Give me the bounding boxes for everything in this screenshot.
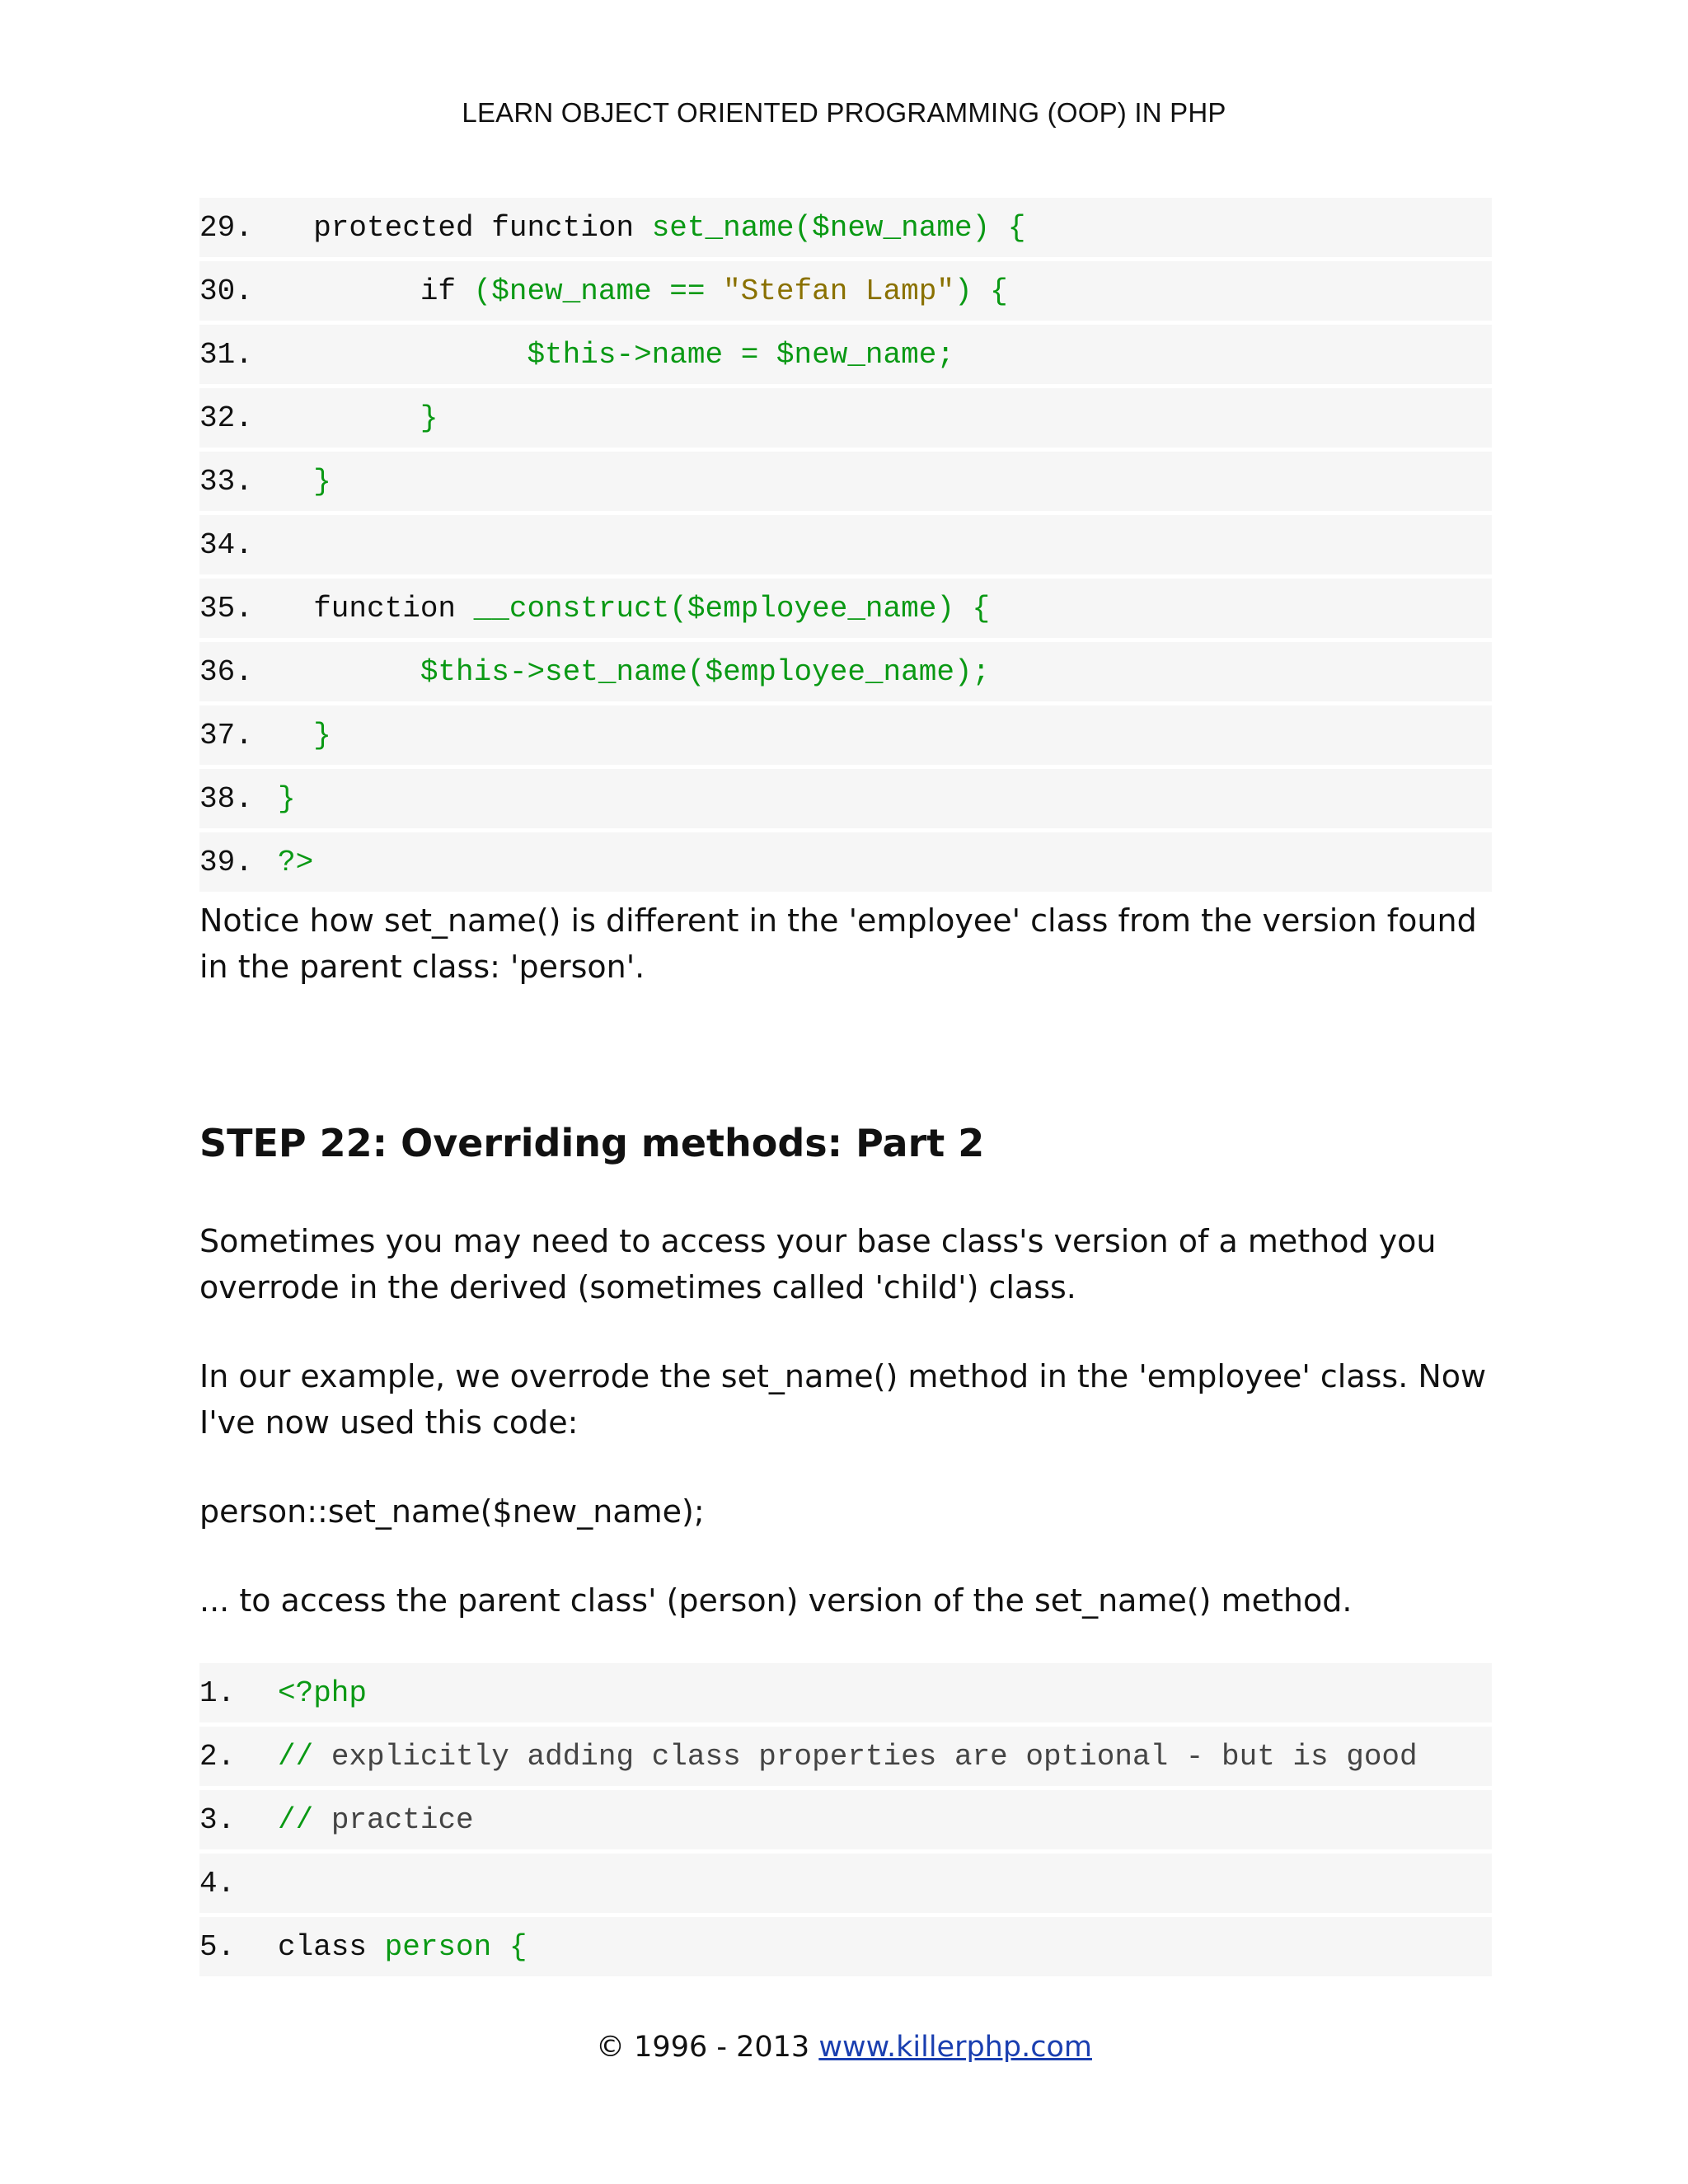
code-token: ?> [278,845,314,879]
code-text [278,592,990,626]
code-text [278,465,331,499]
code-line [199,388,1492,448]
code-text [278,782,296,816]
line-number: 4. [199,1866,236,1900]
code-token: function [278,591,474,626]
code-line [199,198,1492,257]
code-line [199,579,1492,638]
code-text [278,655,990,689]
code-token: } [278,401,438,435]
code-token: set_name($new_name) { [651,210,1026,245]
code-token: $this->name = $new_name; [278,337,954,372]
paragraph: Sometimes you may need to access your base class's version of a method you overrode in the derived (sometimes called 'child') class. [199,1223,1437,1305]
line-number: 34. [199,527,253,562]
code-reference: person::set_name($new_name); [199,1493,705,1530]
line-number: 2. [199,1739,236,1774]
code-token: <?php [278,1675,368,1710]
code-token: } [278,718,331,752]
paragraph: ... to access the parent class' (person) version of the set_name() method. [199,1582,1353,1619]
code-text [278,1803,474,1837]
line-number: 33. [199,464,253,499]
code-text [278,719,331,752]
line-number: 37. [199,718,253,752]
site-link[interactable]: www.killerphp.com [818,2031,1092,2064]
code-line [199,325,1492,384]
line-number: 3. [199,1802,236,1837]
code-text [278,401,438,435]
line-number: 5. [199,1929,236,1964]
code-text [278,1930,527,1964]
code-token: explicitly adding class properties are optional - but is good [313,1739,1418,1774]
code-line [199,705,1492,765]
code-token: // [278,1739,314,1774]
footer [0,2031,1688,2064]
paragraph: In our example, we overrode the set_name() method in the 'employee' class. Now I've now used this code: [199,1358,1487,1441]
code-token: if [278,274,474,308]
code-line [199,1917,1492,1976]
code-token: protected function [278,210,652,245]
line-number: 36. [199,654,253,689]
line-number: 29. [199,210,253,245]
line-number: 31. [199,337,253,372]
notice-text: Notice how set_name() is different in the 'employee' class from the version found in the parent class: 'person'. [199,902,1477,985]
code-token: // [278,1802,314,1837]
code-text [278,274,1008,308]
code-token: practice [313,1802,474,1837]
code-line [199,261,1492,321]
code-text [278,1740,1418,1774]
line-number: 1. [199,1675,236,1710]
code-block [199,1663,1492,1980]
line-number: 30. [199,274,253,308]
code-token: person { [384,1929,528,1964]
line-number: 38. [199,781,253,816]
code-line [199,452,1492,511]
step-body [199,1218,1502,1624]
code-text [278,1676,367,1710]
line-number: 32. [199,401,253,435]
page-header: LEARN OBJECT ORIENTED PROGRAMMING (OOP) IN PHP [462,97,1226,128]
copyright-text: © 1996 - 2013 [596,2031,819,2064]
code-line [199,769,1492,828]
notice-paragraph [199,898,1502,990]
line-number: 35. [199,591,253,626]
code-token: "Stefan Lamp" [723,274,954,308]
code-block [199,198,1492,896]
code-text [278,211,1025,245]
code-token: ) { [954,274,1008,308]
code-text [278,846,313,879]
code-token: } [278,781,296,816]
code-line [199,832,1492,892]
code-token: $this->set_name($employee_name); [278,654,991,689]
line-number: 39. [199,845,253,879]
code-line [199,515,1492,574]
code-line [199,1663,1492,1722]
code-token: } [278,464,331,499]
step-heading: STEP 22: Overriding methods: Part 2 [199,1121,985,1165]
code-line [199,1790,1492,1849]
code-text [278,338,954,372]
code-line [199,1727,1492,1786]
code-token: __construct($employee_name) { [473,591,991,626]
code-line [199,642,1492,701]
code-token: class [278,1929,385,1964]
code-line [199,1854,1492,1913]
code-token: ($new_name == [473,274,724,308]
